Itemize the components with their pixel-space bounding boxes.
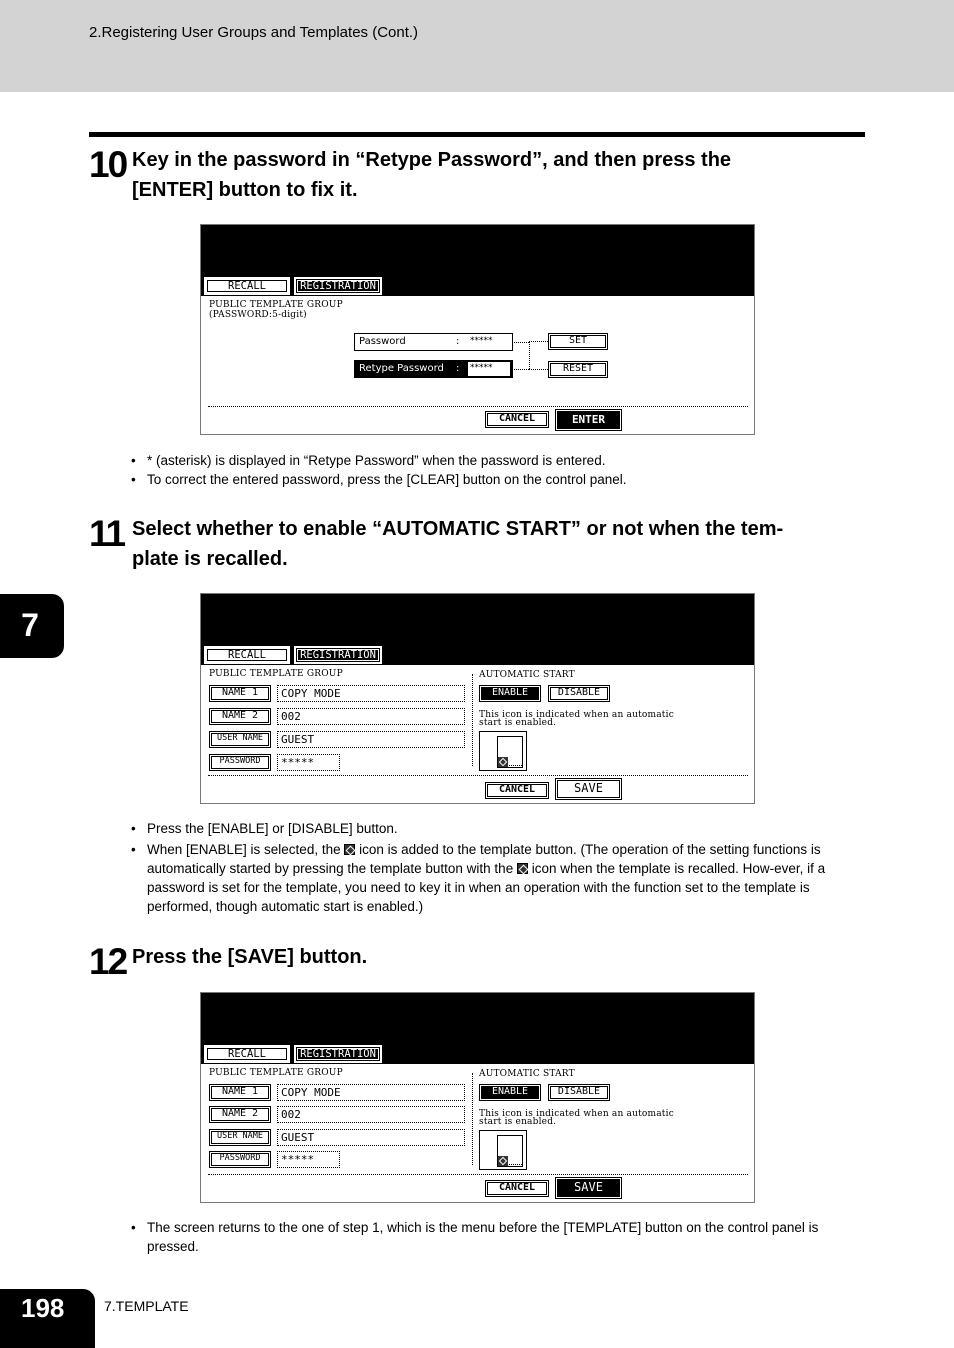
- password-screen: [200, 224, 755, 435]
- save-button[interactable]: SAVE: [555, 778, 622, 800]
- reset-button[interactable]: RESET: [548, 361, 608, 378]
- connector: [529, 369, 548, 370]
- divider: [208, 1174, 748, 1175]
- auto-start-icon: [498, 757, 508, 767]
- auto-start-icon: [498, 1156, 508, 1166]
- page-number: 198: [0, 1289, 95, 1348]
- step-title-line: Press the [SAVE] button.: [132, 946, 368, 968]
- step-title: [132, 145, 872, 205]
- name2-field[interactable]: 002: [277, 708, 465, 725]
- retype-password-value: *****: [468, 362, 510, 376]
- user-name-button[interactable]: USER NAME: [209, 731, 271, 748]
- column-divider: [472, 674, 473, 766]
- auto-note: start is enabled.: [479, 718, 557, 728]
- password-hint: (PASSWORD:5-digit): [209, 310, 307, 320]
- note: • To correct the entered password, press the [CLEAR] button on the control panel.: [131, 470, 866, 489]
- save-button[interactable]: SAVE: [555, 1177, 622, 1199]
- chapter-tab: 7: [0, 594, 64, 658]
- password-value: *****: [470, 336, 493, 346]
- note-text: icon when the template is recalled. How-ever, if a password is set for the template, you need to key it in when an operation with the function set to the template is performed, though automatic start is enabled.): [147, 861, 826, 914]
- enter-button[interactable]: ENTER: [555, 409, 622, 431]
- colon: :: [456, 336, 460, 347]
- password-button[interactable]: PASSWORD: [209, 1151, 271, 1168]
- step-title-line: Key in the password in “Retype Password”, and then press the: [132, 149, 732, 171]
- section-rule: [89, 132, 865, 137]
- group-label: PUBLIC TEMPLATE GROUP: [209, 669, 343, 679]
- header-band: [0, 0, 954, 92]
- password-row[interactable]: [354, 333, 513, 351]
- step-number: 11: [89, 513, 125, 554]
- auto-start-icon: [517, 863, 528, 874]
- retype-password-row[interactable]: [354, 360, 513, 378]
- user-name-field[interactable]: GUEST: [277, 731, 465, 748]
- recall-tab[interactable]: RECALL: [204, 646, 290, 664]
- step-number: 12: [89, 941, 127, 982]
- set-button[interactable]: SET: [548, 333, 608, 350]
- disable-button[interactable]: DISABLE: [548, 1084, 610, 1101]
- password-field[interactable]: *****: [277, 754, 340, 771]
- cancel-button[interactable]: CANCEL: [485, 782, 549, 799]
- password-label: Password: [359, 336, 406, 347]
- note: • Press the [ENABLE] or [DISABLE] button.: [131, 819, 866, 838]
- step-12-notes: [131, 1218, 866, 1256]
- automatic-start-screen: [200, 593, 755, 804]
- automatic-start-label: AUTOMATIC START: [479, 1069, 575, 1079]
- connector: [514, 369, 529, 370]
- cancel-button[interactable]: CANCEL: [485, 411, 549, 428]
- recall-tab[interactable]: RECALL: [204, 277, 290, 295]
- tail: [509, 1164, 522, 1165]
- enable-button[interactable]: ENABLE: [479, 1084, 541, 1101]
- connector: [529, 342, 530, 369]
- registration-tab[interactable]: REGISTRATION: [294, 277, 382, 295]
- name1-button[interactable]: NAME 1: [209, 1084, 271, 1101]
- name1-button[interactable]: NAME 1: [209, 685, 271, 702]
- auto-start-icon: [344, 844, 355, 855]
- group-label: PUBLIC TEMPLATE GROUP: [209, 1068, 343, 1078]
- automatic-start-label: AUTOMATIC START: [479, 670, 575, 680]
- name1-field[interactable]: COPY MODE: [277, 1084, 465, 1101]
- template-button-preview: [497, 1135, 523, 1167]
- running-header: 2.Registering User Groups and Templates (Cont.): [89, 24, 419, 41]
- footer-section: 7.TEMPLATE: [104, 1298, 189, 1314]
- step-title: [132, 942, 872, 972]
- colon: :: [456, 363, 460, 374]
- step-10-notes: [131, 451, 866, 489]
- save-screen: [200, 992, 755, 1203]
- step-title-line: [ENTER] button to fix it.: [132, 179, 358, 201]
- step-title-line: plate is recalled.: [132, 548, 288, 570]
- step-title-line: Select whether to enable “AUTOMATIC START” or not when the tem-: [132, 518, 784, 540]
- enable-button[interactable]: ENABLE: [479, 685, 541, 702]
- note-text: icon is added to the template button. (The operation of the setting functions is automatically started by pressing the template button with the: [147, 842, 821, 876]
- name1-field[interactable]: COPY MODE: [277, 685, 465, 702]
- name2-button[interactable]: NAME 2: [209, 1106, 271, 1123]
- divider: [208, 775, 748, 776]
- password-button[interactable]: PASSWORD: [209, 754, 271, 771]
- auto-note: This icon is indicated when an automatic: [479, 1109, 674, 1119]
- auto-note: start is enabled.: [479, 1117, 557, 1127]
- auto-note: This icon is indicated when an automatic: [479, 710, 674, 720]
- registration-tab[interactable]: REGISTRATION: [294, 1045, 382, 1063]
- user-name-field[interactable]: GUEST: [277, 1129, 465, 1146]
- group-label: PUBLIC TEMPLATE GROUP: [209, 300, 343, 310]
- auto-start-icon-preview: [479, 731, 527, 771]
- step-number: 10: [89, 144, 127, 185]
- recall-tab[interactable]: RECALL: [204, 1045, 290, 1063]
- name2-field[interactable]: 002: [277, 1106, 465, 1123]
- retype-password-label: Retype Password: [359, 363, 444, 374]
- step-11-notes: [131, 819, 866, 916]
- connector: [514, 342, 529, 343]
- password-field[interactable]: *****: [277, 1151, 340, 1168]
- tail: [509, 765, 522, 766]
- note-text: When [ENABLE] is selected, the: [147, 842, 341, 857]
- note: • * (asterisk) is displayed in “Retype Password” when the password is entered.: [131, 451, 866, 470]
- registration-tab[interactable]: REGISTRATION: [294, 646, 382, 664]
- name2-button[interactable]: NAME 2: [209, 708, 271, 725]
- disable-button[interactable]: DISABLE: [548, 685, 610, 702]
- note: [131, 840, 866, 916]
- column-divider: [472, 1073, 473, 1165]
- connector: [529, 341, 548, 342]
- template-button-preview: [497, 736, 523, 768]
- cancel-button[interactable]: CANCEL: [485, 1180, 549, 1197]
- divider: [208, 406, 748, 407]
- note: • The screen returns to the one of step 1, which is the menu before the [TEMPLATE] button on the control panel is pressed.: [131, 1218, 866, 1256]
- step-title: [132, 514, 872, 574]
- user-name-button[interactable]: USER NAME: [209, 1129, 271, 1146]
- auto-start-icon-preview: [479, 1130, 527, 1170]
